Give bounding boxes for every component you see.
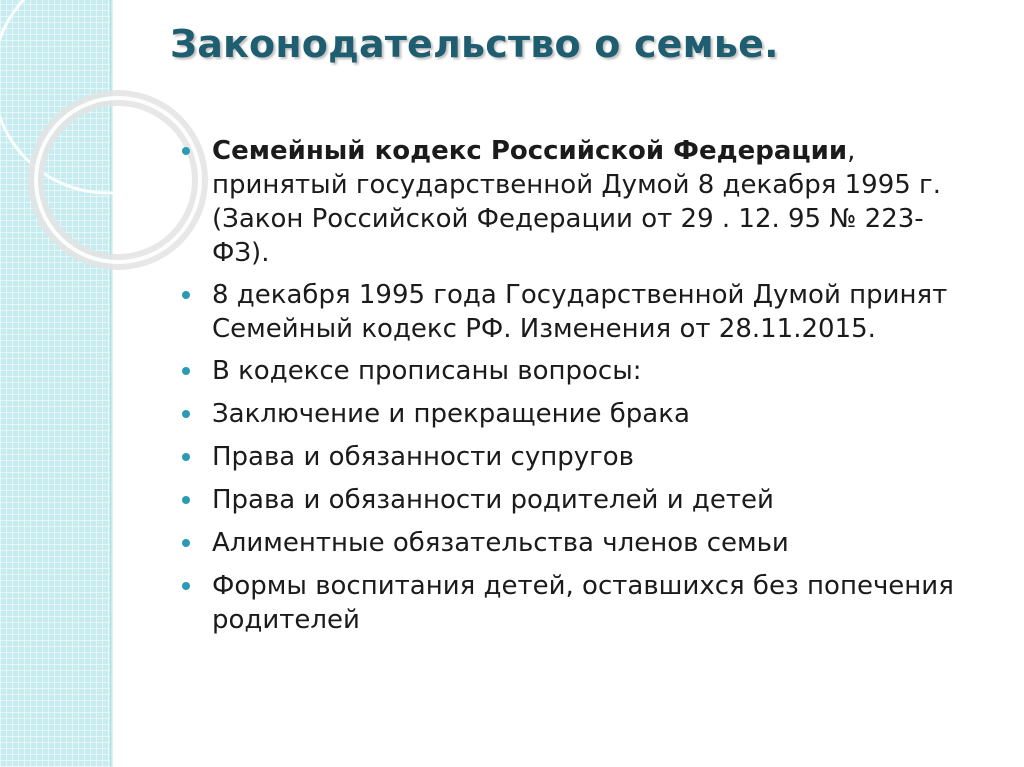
bullet-icon (182, 147, 190, 155)
bullet-bold-text: Семейный кодекс Российской Федерации (212, 136, 848, 166)
small-ring-inner (36, 98, 200, 262)
list-item (180, 483, 980, 517)
slide-title: Законодательство о семье. (170, 22, 779, 66)
bullet-text: Права и обязанности супругов (212, 442, 634, 472)
bullet-text: , принятый государственной Думой 8 декабря 1995 г. (Закон Российской Федерации от 29 . 12. 95 № 223- ФЗ). (212, 136, 941, 268)
bullet-icon (182, 582, 190, 590)
bullet-text: Права и обязанности родителей и детей (212, 485, 774, 515)
list-item (180, 397, 980, 431)
bullet-text: Заключение и прекращение брака (212, 399, 690, 429)
bullet-text: Алиментные обязательства членов семьи (212, 528, 789, 558)
bullet-text: В кодексе прописаны вопросы: (212, 356, 642, 386)
list-item (180, 569, 980, 637)
bullet-text: Формы воспитания детей, оставшихся без попечения родителей (212, 571, 954, 635)
list-item (180, 440, 980, 474)
list-item (180, 354, 980, 388)
bullet-icon (182, 539, 190, 547)
decorative-circles (0, 0, 180, 330)
bullet-icon (182, 410, 190, 418)
bullet-icon (182, 496, 190, 504)
list-item (180, 134, 980, 270)
list-item (180, 278, 980, 346)
bullet-icon (182, 367, 190, 375)
bullet-icon (182, 291, 190, 299)
list-item (180, 526, 980, 560)
bullet-icon (182, 453, 190, 461)
bullet-text: 8 декабря 1995 года Государственной Думой принят Семейный кодекс РФ. Изменения от 28.11.2015. (212, 280, 948, 344)
bullet-list (180, 134, 980, 645)
